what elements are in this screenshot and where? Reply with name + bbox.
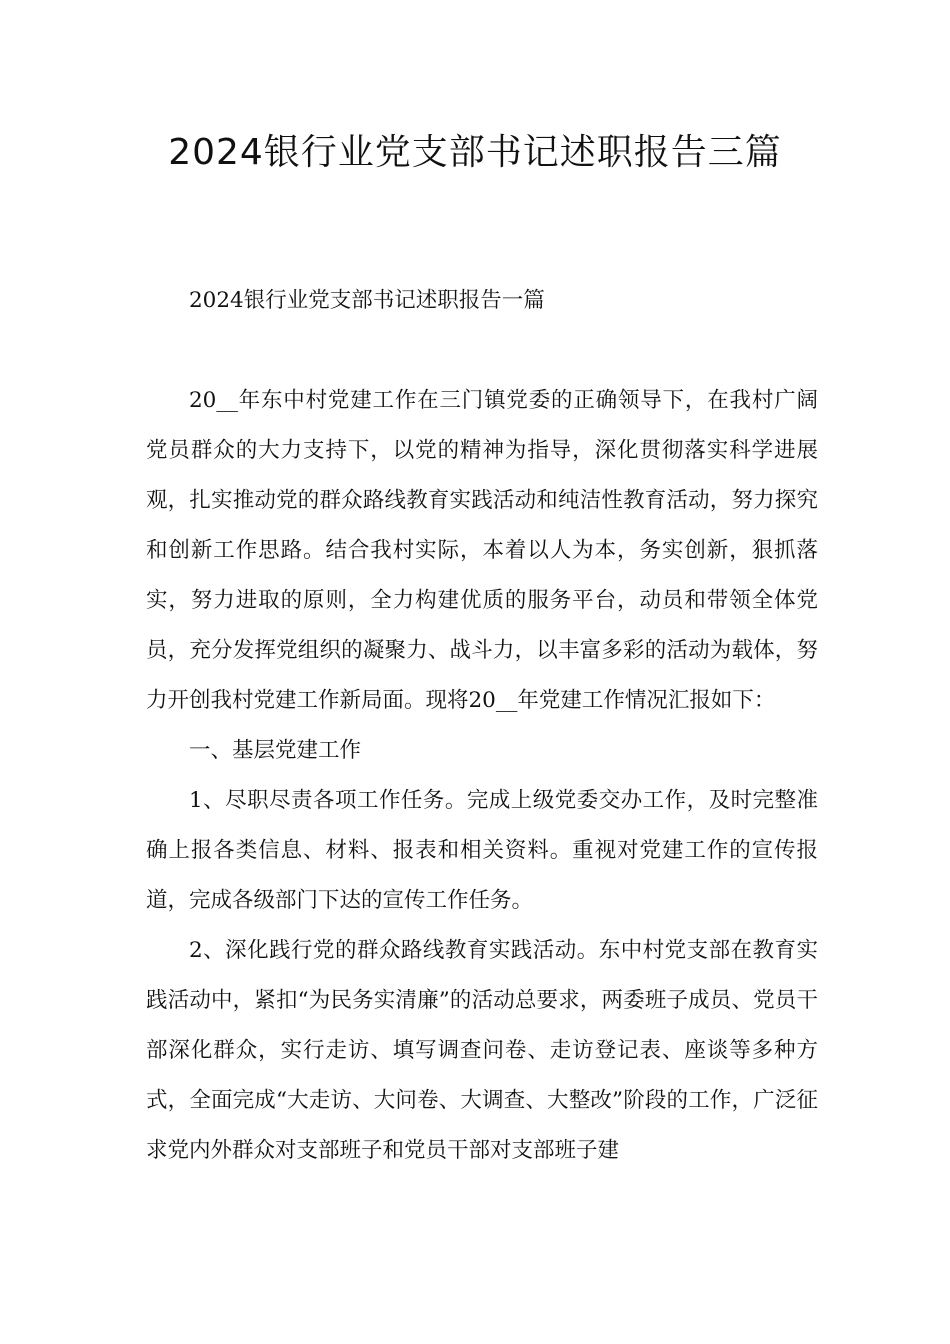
section-heading: 一、基层党建工作 <box>189 738 362 763</box>
paragraph-item-2: 2、深化践行党的群众路线教育实践活动。东中村党支部在教育实践活动中，紧扣“为民务实清廉”的活动总要求，两委班子成员、党员干部深化群众，实行走访、填写调查问卷、走访登记表、座谈等多种方式，全面完成“大走访、大问卷、大调查、大整改”阶段的工作，广泛征求党内外群众对支部班子和党员干部对支部班子建 <box>146 938 818 1163</box>
document-subtitle: 2024银行业党支部书记述职报告一篇 <box>189 288 545 313</box>
paragraph-item-1: 1、尽职尽责各项工作任务。完成上级党委交办工作，及时完整准确上报各类信息、材料、报表和相关资料。重视对党建工作的宣传报道，完成各级部门下达的宣传工作任务。 <box>146 788 818 913</box>
paragraph-intro: 20__年东中村党建工作在三门镇党委的正确领导下，在我村广阔党员群众的大力支持下，以党的精神为指导，深化贯彻落实科学进展观，扎实推动党的群众路线教育实践活动和纯洁性教育活动，努力探究和创新工作思路。结合我村实际，本着以人为本，务实创新，狠抓落实，努力进取的原则，全力构建优质的服务平台，动员和带领全体党员，充分发挥党组织的凝聚力、战斗力，以丰富多彩的活动为载体，努力开创我村党建工作新局面。现将20__年党建工作情况汇报如下： <box>146 388 818 713</box>
document-body <box>146 376 818 1176</box>
document-title: 2024银行业党支部书记述职报告三篇 <box>168 132 782 173</box>
